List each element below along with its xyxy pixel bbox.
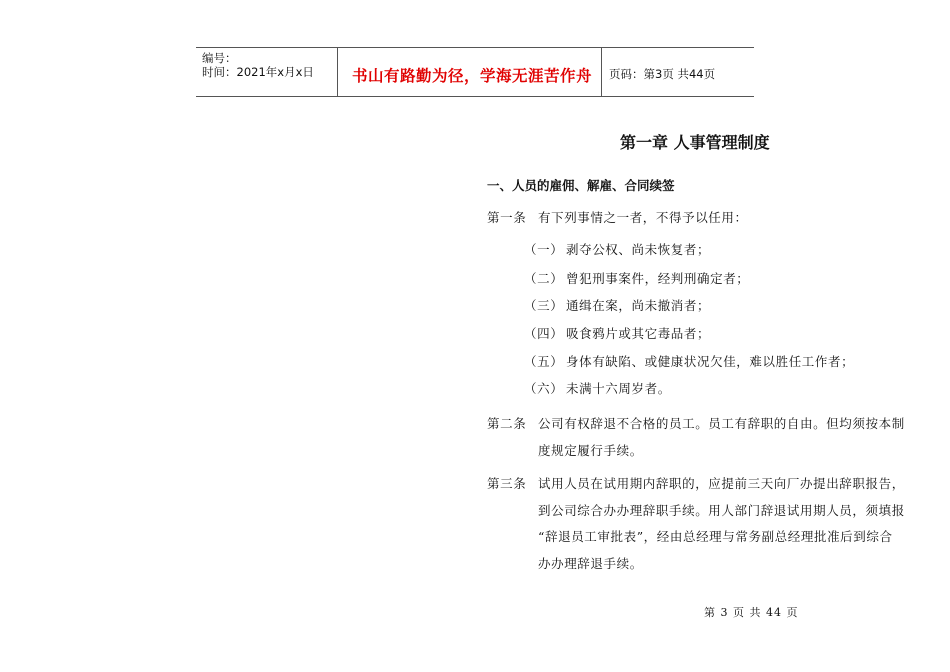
header-motto: 书山有路勤为径，学海无涯苦作舟 xyxy=(352,67,593,85)
article1-item-text: 未满十六周岁者。 xyxy=(566,381,671,396)
article3-line: 办办理辞退手续。 xyxy=(538,556,643,571)
article1-text: 有下列事情之一者，不得予以任用： xyxy=(538,210,748,225)
article1-item-text: 身体有缺陷、或健康状况欠佳，难以胜任工作者； xyxy=(566,354,855,369)
article1-item-text: 吸食鸦片或其它毒品者； xyxy=(566,326,711,341)
section-title: 一、人员的雇佣、解雇、合同续签 xyxy=(487,178,675,193)
article2-line: 公司有权辞退不合格的员工。员工有辞职的自由。但均须按本制 xyxy=(538,416,905,431)
article1-item-text: 通缉在案，尚未撤消者； xyxy=(566,298,711,313)
article1-label: 第一条 xyxy=(487,210,527,225)
header-bottom-rule xyxy=(196,96,754,97)
chapter-title: 第一章 人事管理制度 xyxy=(620,133,770,152)
article1-item-num: （五） xyxy=(524,354,564,369)
header-divider-left xyxy=(337,47,338,96)
header-number-label: 编号： xyxy=(202,51,237,65)
header-page-code: 页码：第3页 共44页 xyxy=(609,67,716,81)
article3-label: 第三条 xyxy=(487,476,527,491)
footer-page-number: 第 3 页 共 44 页 xyxy=(704,606,799,619)
article1-item-num: （六） xyxy=(524,381,564,396)
article1-item-text: 剥夺公权、尚未恢复者； xyxy=(566,242,711,257)
article2-label: 第二条 xyxy=(487,416,527,431)
header-top-rule xyxy=(196,47,754,48)
article3-line: 到公司综合办办理辞职手续。用人部门辞退试用期人员，须填报 xyxy=(538,503,905,518)
article1-item-num: （一） xyxy=(524,242,564,257)
article3-line: 试用人员在试用期内辞职的，应提前三天向厂办提出辞职报告， xyxy=(538,476,905,491)
article1-item-num: （四） xyxy=(524,326,564,341)
article1-item-num: （二） xyxy=(524,271,564,286)
article3-line: “辞退员工审批表”，经由总经理与常务副总经理批准后到综合 xyxy=(538,529,893,544)
header-time-label: 时间：2021年x月x日 xyxy=(202,65,314,79)
article1-item-text: 曾犯刑事案件，经判刑确定者； xyxy=(566,271,750,286)
header-divider-right xyxy=(601,47,602,96)
article1-item-num: （三） xyxy=(524,298,564,313)
article2-line: 度规定履行手续。 xyxy=(538,443,643,458)
